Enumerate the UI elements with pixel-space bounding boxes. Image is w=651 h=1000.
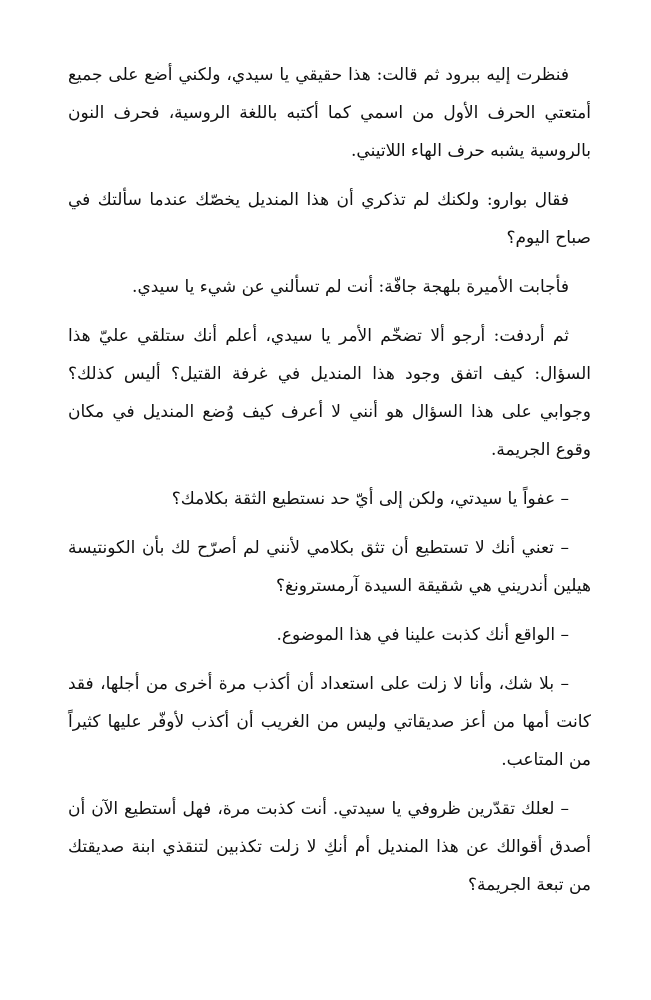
- paragraph-7: – الواقع أنك كذبت علينا في هذا الموضوع.: [276, 625, 569, 645]
- paragraph-3: فأجابت الأميرة بلهجة جافّة: أنت لم تسألني عن شيء يا سيدي.: [132, 277, 569, 297]
- paragraph-1: فنظرت إليه ببرود ثم قالت: هذا حقيقي يا سيدي، ولكني أضع على جميع أمتعتي الحرف الأول من اسمي كما أكتبه باللغة الروسية، فحرف النون بالروسية يشبه حرف الهاء اللاتيني.: [68, 65, 591, 161]
- paragraph-8: – بلا شك، وأنا لا زلت على استعداد أن أكذب مرة أخرى من أجلها، فقد كانت أمها من أعز صديقاتي وليس من الغريب أن أكذب لأوفّر عليها كثيراً من المتاعب.: [68, 674, 591, 770]
- paragraph-2: فقال بوارو: ولكنك لم تذكري أن هذا المنديل يخصّك عندما سألتك في صباح اليوم؟: [68, 190, 591, 248]
- paragraph-4: ثم أردفت: أرجو ألا تضخّم الأمر يا سيدي، أعلم أنك ستلقي عليّ هذا السؤال: كيف اتفق وجود هذا المنديل في غرفة القتيل؟ أليس كذلك؟ وجوابي على هذا السؤال هو أنني لا أعرف كيف وُضع المنديل في مكان وقوع الجريمة.: [68, 326, 591, 460]
- paragraph-6: – تعني أنك لا تستطيع أن تثق بكلامي لأنني لم أصرّح لك بأن الكونتيسة هيلين أندريني هي شقيقة السيدة آرمسترونغ؟: [68, 538, 591, 596]
- book-page: [68, 56, 591, 915]
- paragraph-5: – عفواً يا سيدتي، ولكن إلى أيّ حد نستطيع الثقة بكلامك؟: [171, 489, 569, 509]
- paragraph-9: – لعلك تقدّرين ظروفي يا سيدتي. أنت كذبت مرة، فهل أستطيع الآن أن أصدق أقوالك عن هذا المنديل أم أنكِ لا زلت تكذبين لتنقذي ابنة صديقتك من تبعة الجريمة؟: [68, 799, 591, 895]
